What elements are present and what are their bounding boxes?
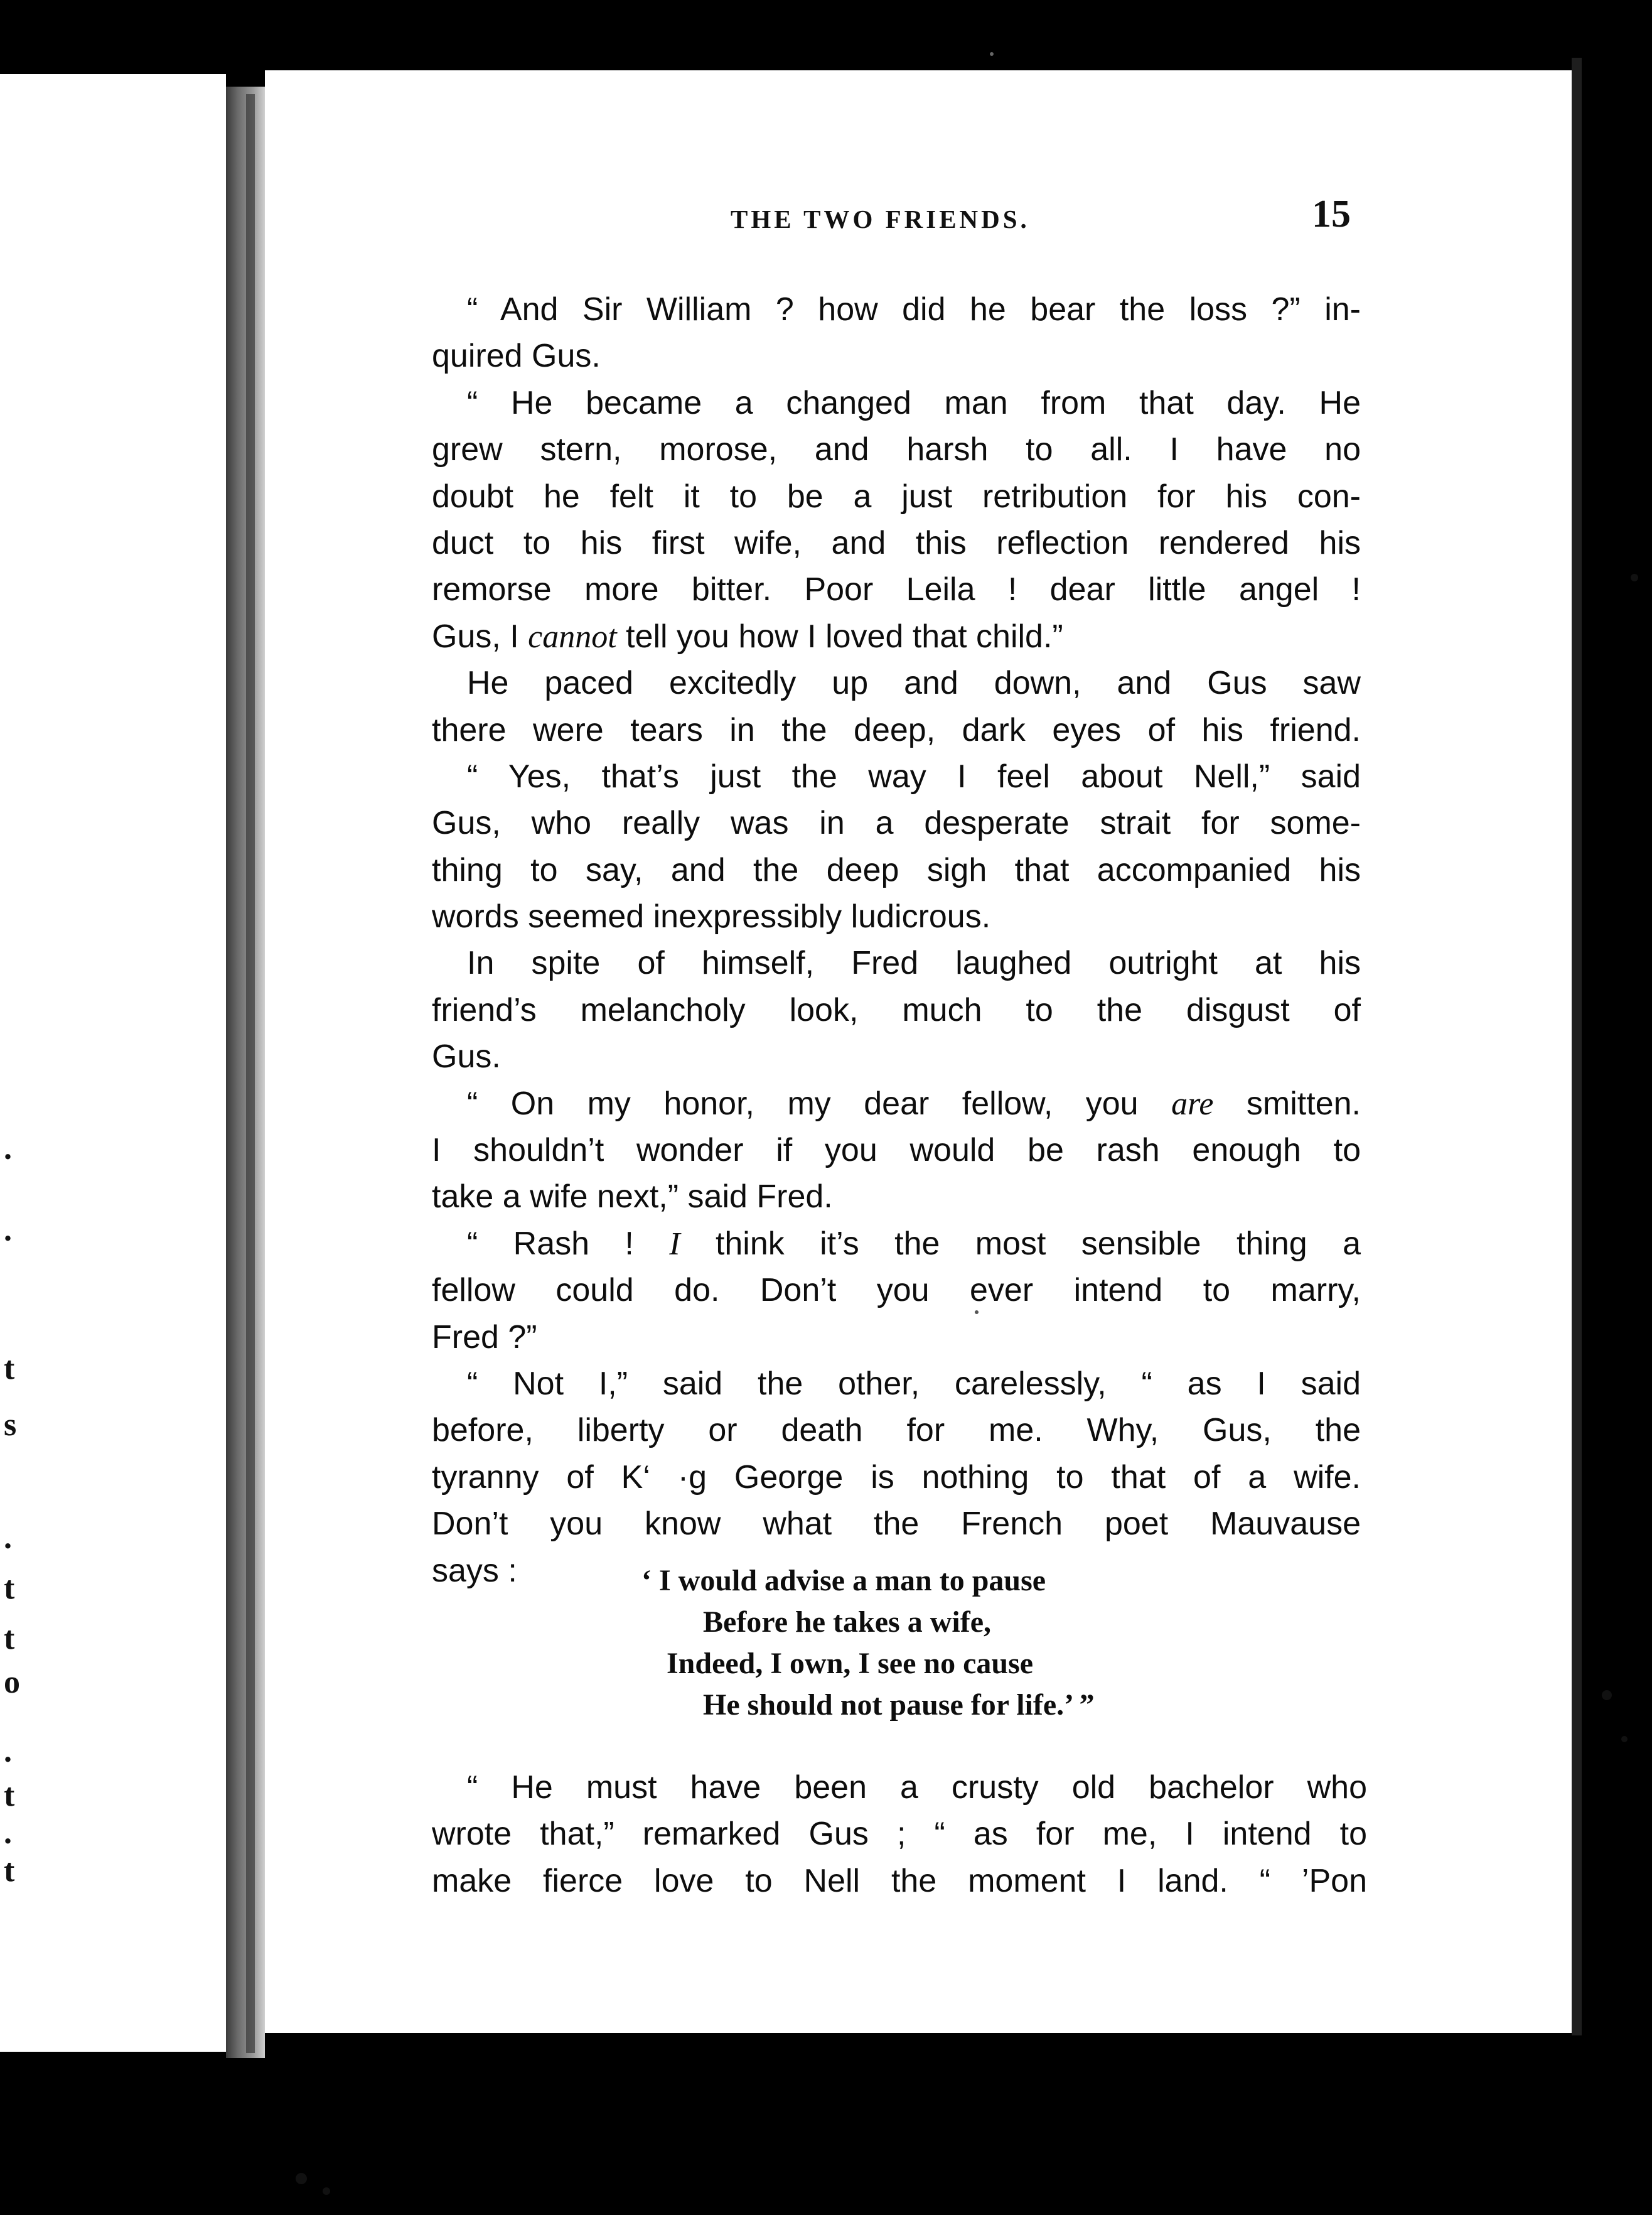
- text-line: remorse more bitter. Poor Leila ! dear little angel !: [432, 571, 1361, 608]
- text-line: duct to his first wife, and this reflection rendered his: [432, 524, 1361, 561]
- text-line: take a wife next,” said Fred.: [432, 1178, 833, 1215]
- facing-page-margin-marks: [4, 0, 23, 2215]
- text-line: “ Yes, that’s just the way I feel about Nell,” said: [467, 758, 1361, 795]
- body-text-continued: [432, 1764, 1367, 1904]
- text-line: Fred ?”: [432, 1318, 537, 1355]
- running-head: THE TWO FRIENDS.: [731, 205, 1030, 234]
- text-line: before, liberty or death for me. Why, Gus, the: [432, 1412, 1361, 1449]
- facing-page-edge: [0, 74, 226, 2052]
- italic-word: cannot: [528, 618, 617, 655]
- text-line: [432, 1081, 1361, 1127]
- verse-line: ‘ I would advise a man to pause: [641, 1564, 1046, 1597]
- margin-mark: .: [4, 1520, 12, 1556]
- page-number: 15: [1312, 193, 1351, 235]
- text-line: words seemed inexpressibly ludicrous.: [432, 898, 991, 935]
- text-line: Gus.: [432, 1038, 501, 1075]
- margin-mark: t: [4, 1777, 15, 1813]
- text-line: doubt he felt it to be a just retribution for his con-: [432, 478, 1361, 515]
- italic-word: are: [1171, 1086, 1214, 1122]
- verse-line: Indeed, I own, I see no cause: [667, 1647, 1034, 1680]
- text-line: Don’t you know what the French poet Mauvause: [432, 1506, 1361, 1543]
- margin-mark: s: [4, 1407, 17, 1443]
- text-line: tyranny of K‘ ·g George is nothing to that of a wife.: [432, 1458, 1361, 1496]
- text-line: fellow could do. Don’t you ever intend to marry,: [432, 1272, 1361, 1309]
- text-line: “ Not I,” said the other, carelessly, “ as I said: [467, 1365, 1361, 1402]
- verse-line: Before he takes a wife,: [703, 1605, 991, 1639]
- text-line: friend’s melancholy look, much to the disgust of: [432, 991, 1361, 1028]
- margin-mark: t: [4, 1620, 15, 1656]
- margin-mark: o: [4, 1664, 20, 1700]
- text-line: there were tears in the deep, dark eyes of his friend.: [432, 711, 1361, 748]
- text-run: “ Rash !: [467, 1225, 670, 1262]
- text-line: He paced excitedly up and down, and Gus saw: [467, 665, 1361, 702]
- text-line: thing to say, and the deep sigh that accompanied his: [432, 851, 1361, 888]
- gutter-fold: [246, 94, 255, 2053]
- page-right-edge: [1572, 58, 1582, 2035]
- text-line: [432, 1221, 1361, 1267]
- verse-line: He should not pause for life.’ ”: [703, 1688, 1095, 1722]
- text-run: smitten.: [1213, 1085, 1361, 1122]
- margin-mark: .: [4, 1815, 12, 1851]
- margin-mark: t: [4, 1570, 15, 1606]
- margin-mark: t: [4, 1350, 15, 1386]
- text-run: think it’s the most sensible thing a: [680, 1225, 1361, 1262]
- text-line: Gus, who really was in a desperate strait for some-: [432, 805, 1361, 842]
- italic-word: I: [669, 1226, 680, 1262]
- text-run: Gus, I: [432, 618, 528, 655]
- text-line: says :: [432, 1552, 517, 1589]
- text-line: “ He must have been a crusty old bachelor who: [467, 1769, 1367, 1806]
- text-line: In spite of himself, Fred laughed outright at his: [467, 945, 1361, 982]
- margin-mark: .: [4, 1733, 12, 1769]
- text-run: “ On my honor, my dear fellow, you: [467, 1085, 1172, 1122]
- book-gutter-shadow: [226, 87, 265, 2058]
- text-line: [432, 613, 1361, 660]
- body-text: [432, 286, 1361, 1594]
- margin-mark: .: [4, 1131, 12, 1167]
- text-line: “ And Sir William ? how did he bear the loss ?” in-: [467, 291, 1361, 328]
- margin-mark: t: [4, 1853, 15, 1889]
- text-run: tell you how I loved that child.”: [616, 618, 1063, 655]
- text-line: quired Gus.: [432, 338, 601, 375]
- text-line: “ He became a changed man from that day. He: [467, 384, 1361, 421]
- text-line: I shouldn’t wonder if you would be rash enough to: [432, 1132, 1361, 1169]
- text-line: wrote that,” remarked Gus ; “ as for me, I intend to: [432, 1816, 1367, 1853]
- margin-mark: .: [4, 1212, 12, 1248]
- text-line: grew stern, morose, and harsh to all. I have no: [432, 431, 1361, 468]
- text-line: make fierce love to Nell the moment I land. “ ’Pon: [432, 1862, 1367, 1899]
